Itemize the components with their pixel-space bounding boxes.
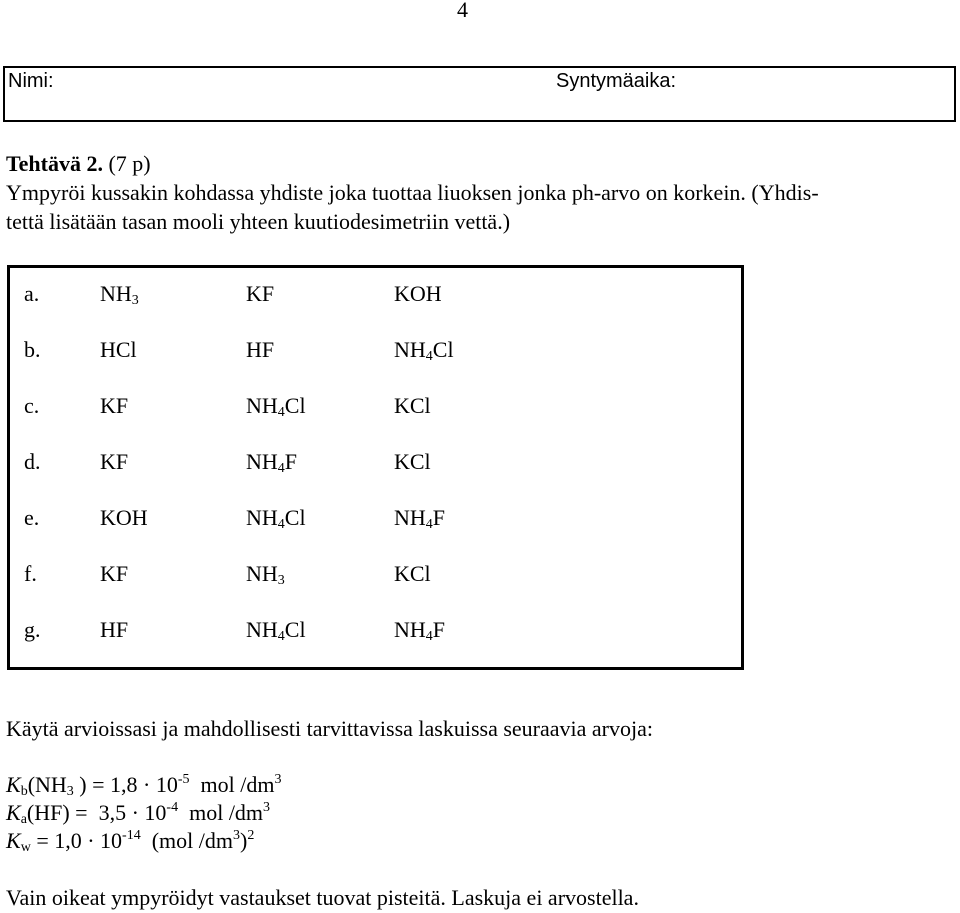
compound-formula-tail: F: [432, 505, 446, 530]
ka-symbol: K: [6, 800, 21, 825]
compound-option[interactable]: [394, 561, 431, 587]
compound-formula-tail: F: [432, 617, 446, 642]
compound-formula-tail: Cl: [432, 337, 454, 362]
ka-constant: [6, 800, 270, 828]
compound-option[interactable]: [100, 393, 128, 419]
compound-formula: KOH: [394, 281, 442, 306]
name-birthdate-box: [3, 66, 956, 122]
choice-letter: c.: [24, 393, 40, 418]
kw-constant: [6, 828, 254, 856]
task-points: (7 p): [108, 151, 151, 176]
task-title: Tehtävä 2.: [6, 151, 103, 176]
kw-value: = 1,0 · 10: [30, 828, 123, 853]
choice-letter: f.: [24, 561, 37, 586]
compound-option[interactable]: [100, 505, 148, 531]
kb-unit: mol /dm: [189, 772, 275, 797]
compound-formula: KCl: [394, 449, 431, 474]
choice-letter: b.: [24, 337, 41, 362]
compound-formula: NH: [246, 617, 278, 642]
kw-unit-exponent: 3: [233, 828, 240, 843]
compound-formula: NH: [246, 505, 278, 530]
choices-box: [7, 265, 744, 670]
compound-option[interactable]: [100, 617, 128, 643]
compound-formula-tail: Cl: [284, 505, 306, 530]
kb-unit-exponent: 3: [274, 772, 282, 787]
compound-formula: KF: [100, 449, 129, 474]
compound-option[interactable]: [100, 281, 139, 309]
compound-option[interactable]: [394, 505, 445, 533]
compound-subscript: 4: [277, 405, 285, 420]
compound-formula: KCl: [394, 561, 431, 586]
compound-formula-tail: Cl: [284, 393, 306, 418]
compound-option[interactable]: [246, 449, 297, 477]
kw-unit-close: ): [240, 828, 248, 853]
compound-formula: NH: [394, 337, 426, 362]
compound-formula: NH: [246, 449, 278, 474]
task-instruction-line2: tettä lisätään tasan mooli yhteen kuutiodesimetriin vettä.): [6, 209, 511, 234]
compound-formula: KF: [100, 393, 129, 418]
birthdate-label: Syntymäaika:: [556, 70, 677, 92]
compound-formula: NH: [100, 281, 132, 306]
compound-formula: HCl: [100, 337, 137, 362]
compound-option[interactable]: [394, 617, 445, 645]
kw-subscript: w: [20, 840, 31, 855]
kb-constant: [6, 772, 281, 800]
compound-subscript: 4: [277, 629, 285, 644]
compound-option[interactable]: [246, 281, 274, 307]
compound-formula: KF: [100, 561, 129, 586]
compound-option[interactable]: [100, 449, 128, 475]
compound-subscript: 4: [425, 629, 433, 644]
compound-option[interactable]: [246, 505, 306, 533]
kw-unit: (mol /dm: [140, 828, 233, 853]
compound-formula: KCl: [394, 393, 431, 418]
ka-exponent: -4: [166, 800, 179, 815]
choice-letter: g.: [24, 617, 41, 642]
kb-value: ) = 1,8 · 10: [73, 772, 178, 797]
compound-formula: KOH: [100, 505, 148, 530]
compound-option[interactable]: [394, 393, 431, 419]
task-heading: [6, 151, 151, 177]
compound-formula: NH: [246, 561, 278, 586]
footer-note: Vain oikeat ympyröidyt vastaukset tuovat pisteitä. Laskuja ei arvostella.: [6, 885, 639, 910]
compound-formula-tail: F: [284, 449, 298, 474]
choice-letter: e.: [24, 505, 40, 530]
ka-unit: mol /dm: [178, 800, 264, 825]
compound-subscript: 4: [425, 349, 433, 364]
compound-subscript: 4: [277, 517, 285, 532]
task-instruction-line1: Ympyröi kussakin kohdassa yhdiste joka tuottaa liuoksen jonka ph-arvo on korkein. (Yhdis-: [6, 180, 819, 205]
kw-outer-exponent: 2: [247, 828, 255, 843]
kb-subscript: b: [20, 784, 28, 799]
compound-option[interactable]: [246, 393, 306, 421]
compound-option[interactable]: [246, 617, 306, 645]
compound-option[interactable]: [246, 337, 274, 363]
compound-subscript: 4: [277, 461, 285, 476]
kb-symbol: K: [6, 772, 21, 797]
compound-formula: HF: [100, 617, 129, 642]
compound-formula: HF: [246, 337, 275, 362]
ka-unit-exponent: 3: [263, 800, 271, 815]
choice-letter: d.: [24, 449, 41, 474]
compound-formula: NH: [246, 393, 278, 418]
kb-species: (NH: [27, 772, 67, 797]
kb-species-subscript: 3: [66, 784, 74, 799]
hint-text: Käytä arvioissasi ja mahdollisesti tarvittavissa laskuissa seuraavia arvoja:: [6, 716, 653, 741]
compound-subscript: 3: [131, 293, 139, 308]
ka-subscript: a: [20, 812, 27, 827]
ka-value: (HF) = 3,5 · 10: [26, 800, 167, 825]
compound-subscript: 4: [425, 517, 433, 532]
kw-symbol: K: [6, 828, 21, 853]
compound-formula: NH: [394, 617, 426, 642]
compound-option[interactable]: [246, 561, 285, 589]
compound-option[interactable]: [394, 449, 431, 475]
kb-exponent: -5: [177, 772, 190, 787]
compound-option[interactable]: [394, 337, 454, 365]
compound-formula: NH: [394, 505, 426, 530]
compound-formula-tail: Cl: [284, 617, 306, 642]
kw-exponent: -14: [122, 828, 141, 843]
compound-subscript: 3: [277, 573, 285, 588]
compound-formula: KF: [246, 281, 275, 306]
compound-option[interactable]: [394, 281, 442, 307]
choice-letter: a.: [24, 281, 40, 306]
name-label: Nimi:: [8, 70, 54, 92]
compound-option[interactable]: [100, 337, 137, 363]
compound-option[interactable]: [100, 561, 128, 587]
page-number: 4: [457, 0, 468, 22]
